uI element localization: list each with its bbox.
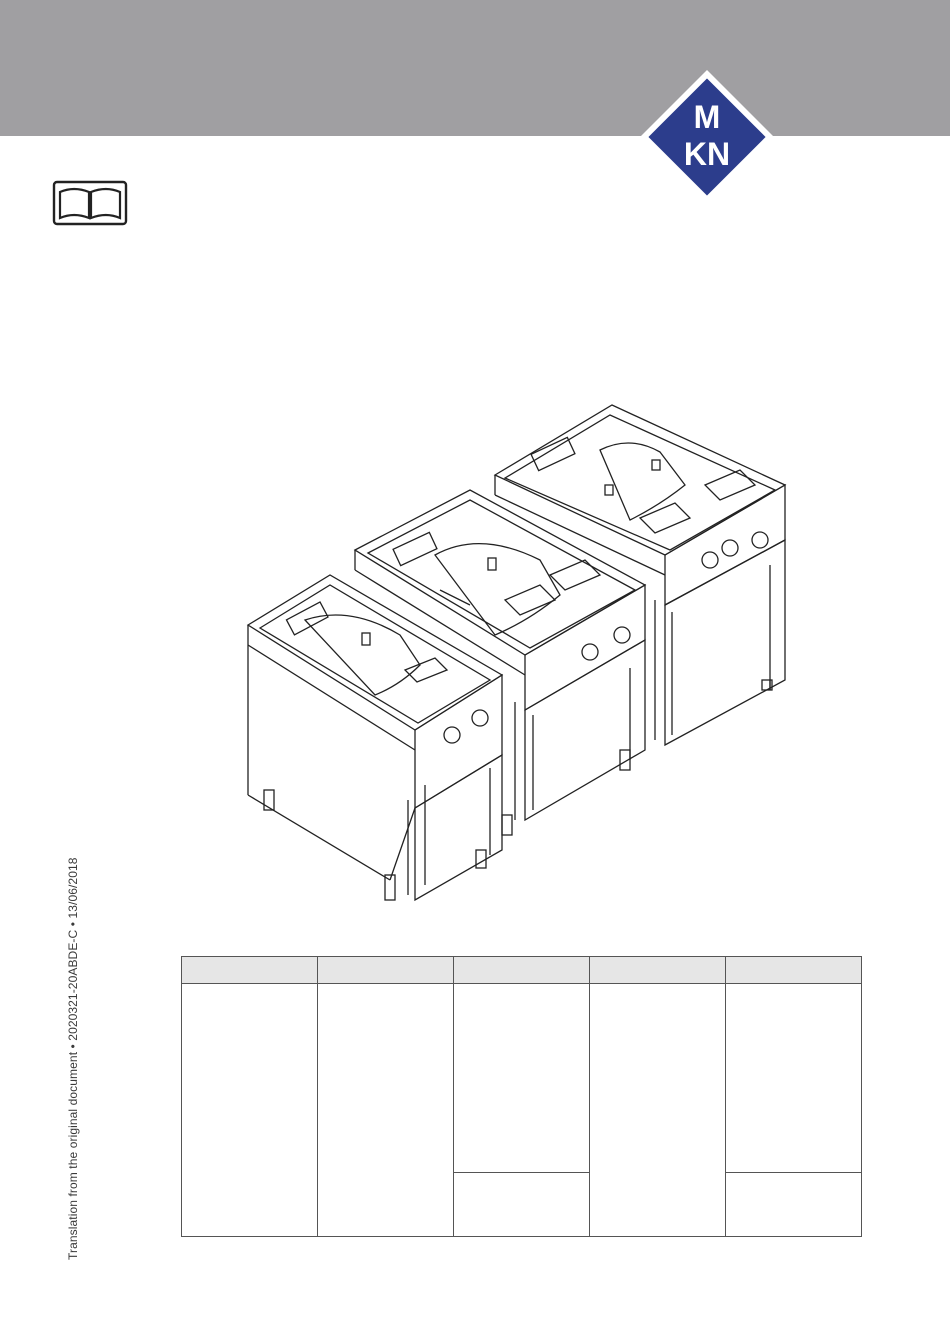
- table-header-cell: [318, 957, 454, 984]
- table-cell: [318, 984, 454, 1237]
- table-cell-bottom: [454, 1173, 589, 1236]
- table-row: [182, 984, 862, 1237]
- table-cell: [590, 984, 726, 1237]
- table-cell-bottom: [726, 1173, 861, 1236]
- table-header-cell: [182, 957, 318, 984]
- spec-table: [181, 956, 862, 1237]
- mkn-logo: [638, 68, 776, 206]
- header-band: [0, 0, 950, 136]
- open-book-icon: [52, 180, 128, 226]
- table-header-cell: [454, 957, 590, 984]
- table-cell: [182, 984, 318, 1237]
- table-cell-top: [726, 984, 861, 1173]
- table-cell: [726, 984, 862, 1237]
- table-cell: [454, 984, 590, 1237]
- table-header-cell: [726, 957, 862, 984]
- table-header-cell: [590, 957, 726, 984]
- document-reference: Translation from the original document • 2020321-20ABDE-C • 13/06/2018: [66, 857, 80, 1260]
- logo-text-bottom: KN: [683, 136, 731, 172]
- logo-text-top: M: [693, 99, 721, 135]
- table-cell-top: [454, 984, 589, 1173]
- table-header-row: [182, 957, 862, 984]
- appliance-illustration: [240, 390, 810, 910]
